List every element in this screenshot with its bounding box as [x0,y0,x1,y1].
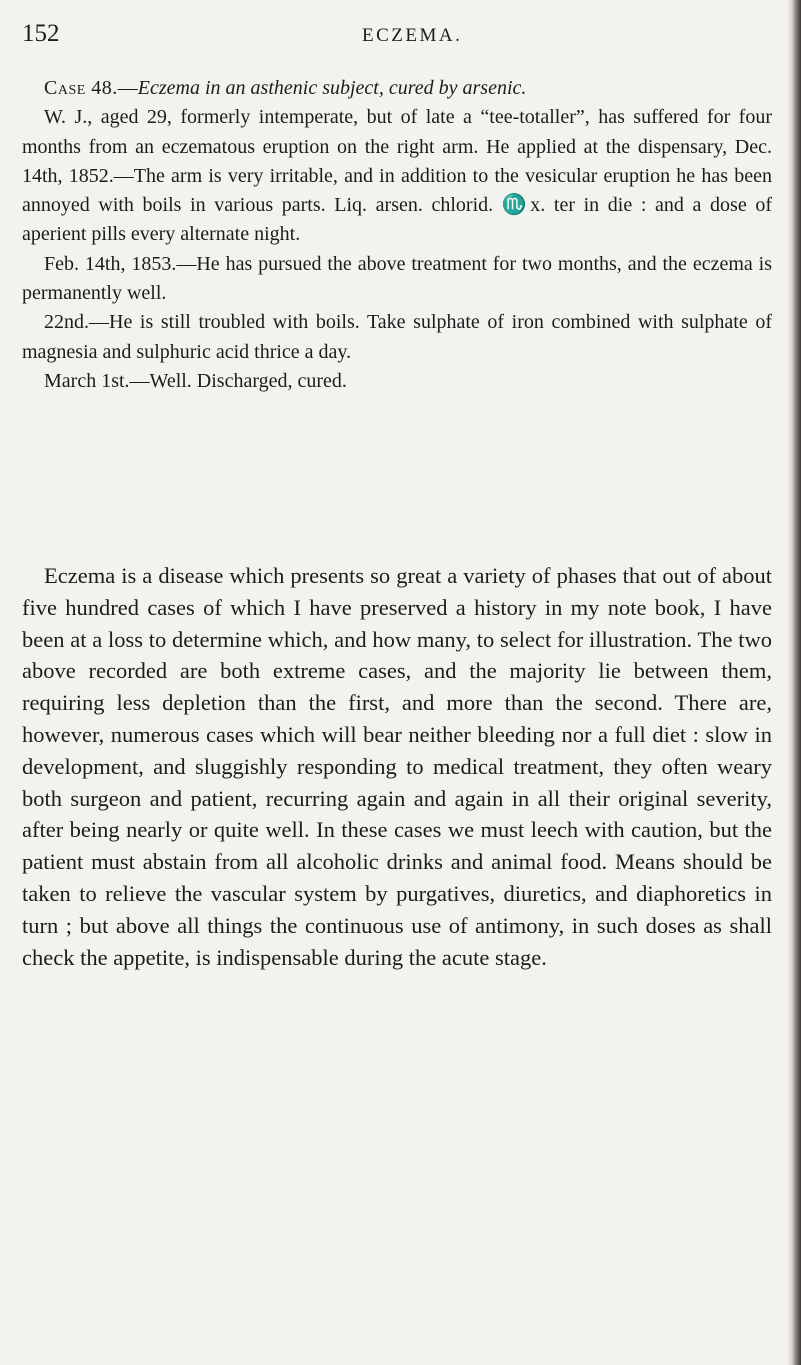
case-heading-dash: — [117,77,138,99]
discussion-paragraph: Eczema is a disease which presents so great a variety of phases that out of about five hundred cases of which I have preserved a history in my note book, I have been at a loss to determine which, and how many, to select for illustration. The two above recorded are both extreme cases, and the majority lie between them, requiring less depletion than the first, and more than the second. There are, however, numerous cases which will bear neither bleeding nor a full diet : slow in development, and sluggishly responding to medical treatment, they often weary both surgeon and patient, recurring again and again in all their original severity, after being nearly or quite well. In these cases we must leech with caution, but the patient must abstain from all alcoholic drinks and animal food. Means should be taken to relieve the vascular system by purgatives, diuretics, and diaphoretics in turn ; but above all things the continuous use of antimony, in such doses as shall check the appetite, is indispensable during the acute stage. [22,563,772,970]
case-number: Case 48. [44,77,118,99]
running-head: ECZEMA. [362,25,463,46]
case-report [22,74,772,396]
discussion-text [22,560,772,973]
case-paragraph-march-1: March 1st.—Well. Discharged, cured. [44,369,347,392]
case-title: Eczema in an asthenic subject, cured by arsenic. [137,77,527,99]
case-heading [22,74,772,103]
page-number: 152 [22,20,60,47]
case-paragraph-history: W. J., aged 29, formerly intemperate, but of late a “tee-totaller”, has suffered for four months from an eczematous eruption on the right arm. He applied at the dispensary, Dec. 14th, 1852.—The arm is very irritable, and in addition to the vesicular eruption he has been annoyed with boils in various parts. Liq. arsen. chlorid. ♏x. ter in die : and a dose of aperient pills every alternate night. [22,106,772,246]
page-header [22,20,772,54]
case-paragraph-feb-14: Feb. 14th, 1853.—He has pursued the above treatment for two months, and the eczema is permanently well. [22,252,772,305]
page-edge-shadow [787,0,801,1365]
case-paragraph-22nd: 22nd.—He is still troubled with boils. Take sulphate of iron combined with sulphate of magnesia and sulphuric acid thrice a day. [22,311,772,363]
